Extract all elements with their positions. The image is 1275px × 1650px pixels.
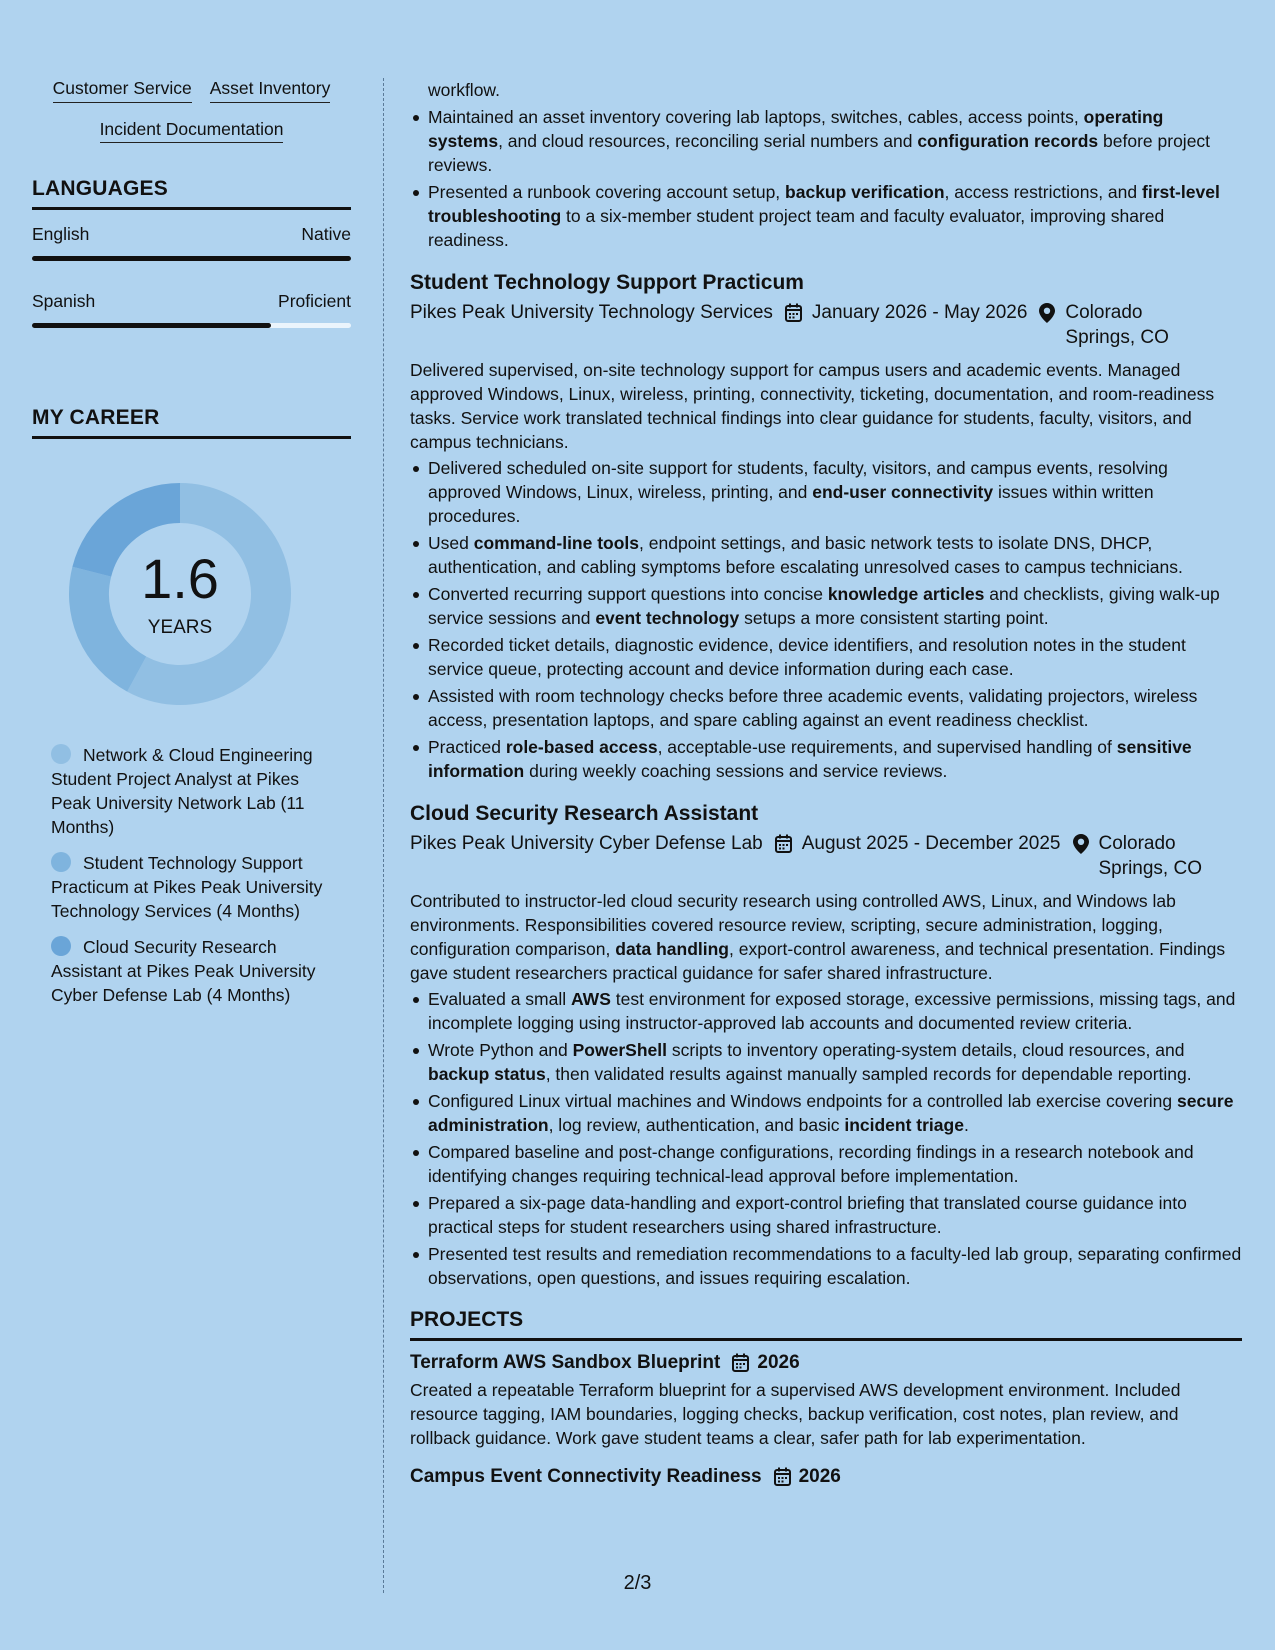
role-dates — [785, 300, 1027, 325]
legend-dot — [51, 936, 71, 956]
language-proficiency-fill — [32, 256, 351, 261]
role-dates — [775, 831, 1061, 856]
role-dates-text: August 2025 - December 2025 — [801, 833, 1061, 854]
role-meta — [410, 300, 1242, 350]
skill-tag: Customer Service — [53, 80, 192, 103]
location-pin-icon — [1073, 834, 1089, 854]
role-location — [1039, 300, 1175, 350]
language-proficiency-fill — [32, 323, 271, 328]
languages-heading: LANGUAGES — [32, 177, 351, 210]
bullet-item: Recorded ticket details, diagnostic evidence, device identifiers, and resolution notes in the student service queue, protecting account and device information during each case. — [410, 633, 1242, 681]
role-bullets — [410, 987, 1242, 1290]
project-year: 2026 — [798, 1466, 841, 1487]
language-proficiency-bar — [32, 256, 351, 261]
bullet-item: Converted recurring support questions into concise knowledge articles and checklists, giving walk-up service sessions and event technology setups a more consistent starting point. — [410, 582, 1242, 630]
bullet-item: Prepared a six-page data-handling and export-control briefing that translated course guidance into practical steps for student researchers using shared infrastructure. — [410, 1191, 1242, 1239]
career-heading: MY CAREER — [32, 406, 351, 439]
career-legend — [51, 743, 341, 1007]
left-column — [32, 80, 351, 1019]
legend-dot — [51, 744, 71, 764]
project-description: Created a repeatable Terraform blueprint for a supervised AWS development environment. Included resource tagging, IAM boundaries, logging checks, backup verification, cost notes, plan review, and rollback guidance. Work gave student teams a clear, safer path for lab experimentation. — [410, 1380, 1181, 1448]
calendar-icon — [732, 1353, 749, 1372]
career-legend-text: Student Technology Support Practicum at Pikes Peak University Technology Services (4 Months) — [51, 853, 323, 921]
project-title: Terraform AWS Sandbox Blueprint — [410, 1352, 721, 1373]
role-title: Student Technology Support Practicum — [410, 271, 804, 294]
project-title: Campus Event Connectivity Readiness — [410, 1466, 762, 1487]
career-legend-text: Cloud Security Research Assistant at Pikes Peak University Cyber Defense Lab (4 Months) — [51, 937, 316, 1005]
projects-heading: PROJECTS — [410, 1308, 1242, 1341]
language-name: Spanish — [32, 291, 96, 311]
role-organization: Pikes Peak University Technology Services — [410, 302, 773, 323]
skill-tag: Asset Inventory — [210, 80, 331, 103]
bullet-item: Delivered scheduled on-site support for students, faculty, visitors, and campus events, resolving approved Windows, Linux, wireless, printing, and end-user connectivity issues within written procedures. — [410, 456, 1242, 528]
language-level: Native — [301, 224, 351, 244]
role-bullets — [410, 456, 1242, 783]
calendar-icon — [774, 1467, 791, 1486]
role-title: Cloud Security Research Assistant — [410, 802, 759, 825]
location-pin-icon — [1039, 303, 1055, 323]
previous-role-bullets — [410, 105, 1242, 252]
legend-dot — [51, 852, 71, 872]
bullet-item: Assisted with room technology checks before three academic events, validating projectors, wireless access, presentation laptops, and spare cabling against an event readiness checklist. — [410, 684, 1242, 732]
column-divider — [383, 78, 384, 1593]
bullet-item: Compared baseline and post-change configurations, recording findings in a research notebook and identifying changes requiring technical-lead approval before implementation. — [410, 1140, 1242, 1188]
calendar-icon — [775, 834, 792, 853]
role-dates-text: January 2026 - May 2026 — [811, 302, 1028, 323]
calendar-icon — [785, 303, 802, 322]
career-legend-text: Network & Cloud Engineering Student Project Analyst at Pikes Peak University Network Lab (11 Months) — [51, 745, 313, 837]
bullet-item: Configured Linux virtual machines and Windows endpoints for a controlled lab exercise covering secure administration, log review, authentication, and basic incident triage. — [410, 1089, 1242, 1137]
role-location-text: Colorado Springs, CO — [1065, 302, 1169, 348]
language-name: English — [32, 224, 90, 244]
previous-role-continuation: workflow. — [428, 80, 500, 100]
bullet-item: Used command-line tools, endpoint settings, and basic network tests to isolate DNS, DHCP, authentication, and cabling symptoms before escalating unresolved cases to campus technicians. — [410, 531, 1242, 579]
language-level: Proficient — [278, 291, 351, 311]
project-title-row — [410, 1464, 1242, 1489]
bullet-item: Evaluated a small AWS test environment for exposed storage, excessive permissions, missing tags, and incomplete logging using instructor-approved lab accounts and documented review criteria. — [410, 987, 1242, 1035]
bullet-item: Presented test results and remediation recommendations to a faculty-led lab group, separating confirmed observations, open questions, and issues requiring escalation. — [410, 1242, 1242, 1290]
project-title-row — [410, 1350, 1242, 1375]
page-number: 2/3 — [623, 1572, 652, 1594]
role-organization: Pikes Peak University Cyber Defense Lab — [410, 833, 763, 854]
language-item — [32, 291, 351, 328]
career-total-years: 1.6 — [141, 547, 219, 610]
role-summary: Delivered supervised, on-site technology support for campus users and academic events. Managed approved Windows, Linux, wireless, printing, connectivity, ticketing, documentation, and room-readiness tasks. Service work translated technical findings into clear guidance for students, faculty, visitors, and campus technicians. — [410, 360, 1215, 452]
career-legend-item — [51, 851, 341, 923]
career-legend-item — [51, 935, 341, 1007]
role-meta — [410, 831, 1242, 881]
bullet-item: Presented a runbook covering account setup, backup verification, access restrictions, and first-level troubleshooting to a six-member student project team and faculty evaluator, improving shared readiness. — [410, 180, 1242, 252]
role-location — [1073, 831, 1209, 881]
role-location-text: Colorado Springs, CO — [1098, 833, 1202, 879]
language-item — [32, 224, 351, 261]
bullet-item: Wrote Python and PowerShell scripts to inventory operating-system details, cloud resources, and backup status, then validated results against manually sampled records for dependable reporting. — [410, 1038, 1242, 1086]
skill-tag: Incident Documentation — [100, 121, 284, 144]
role-summary: Contributed to instructor-led cloud security research using controlled AWS, Linux, and Windows lab environments. Responsibilities covered resource review, scripting, secure administration, logging, configuration comparison, data handling, export-control awareness, and technical presentation. Findings gave student researchers practical guidance for safer shared infrastructure. — [410, 891, 1226, 983]
career-donut-chart — [65, 479, 295, 709]
bullet-item: Maintained an asset inventory covering lab laptops, switches, cables, access points, operating systems, and cloud resources, reconciling serial numbers and configuration records before project reviews. — [410, 105, 1242, 177]
career-legend-item — [51, 743, 341, 839]
right-column — [410, 78, 1242, 1489]
career-total-unit: YEARS — [147, 617, 213, 638]
language-proficiency-bar — [32, 323, 351, 328]
skills-tags — [32, 80, 351, 143]
project-year: 2026 — [757, 1352, 800, 1373]
bullet-item: Practiced role-based access, acceptable-use requirements, and supervised handling of sensitive information during weekly coaching sessions and service reviews. — [410, 735, 1242, 783]
